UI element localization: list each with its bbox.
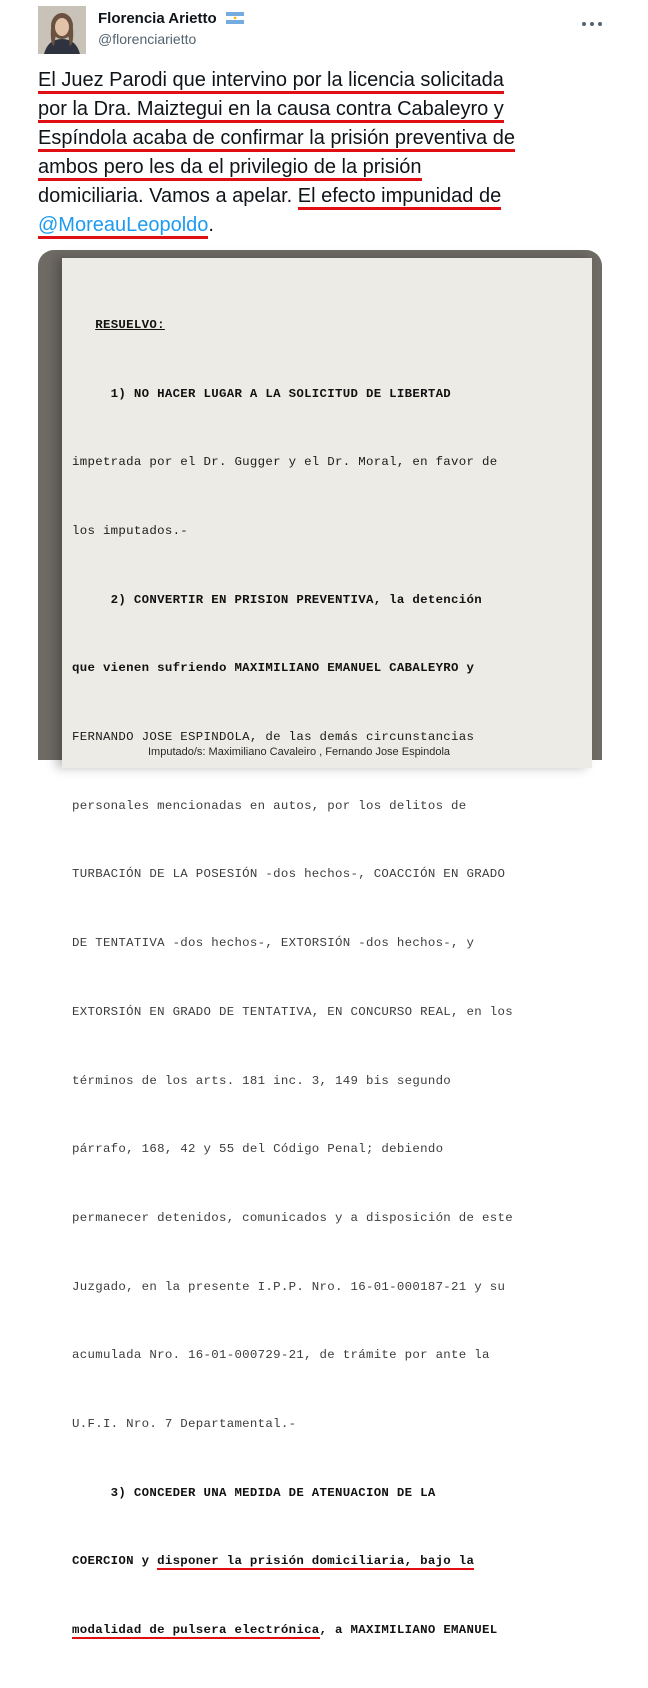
tweet-line-3: Espíndola acaba de confirmar la prisión preventiva de xyxy=(38,127,515,152)
doc-line-8: TURBACIÓN DE LA POSESIÓN -dos hechos-, COACCIÓN EN GRADO xyxy=(72,867,506,882)
doc-line-1: 1) NO HACER LUGAR A LA SOLICITUD DE LIBERTAD xyxy=(72,386,452,401)
doc-line-13: permanecer detenidos, comunicados y a disposición de este xyxy=(72,1210,513,1225)
author-name-text[interactable]: Florencia Arietto xyxy=(98,10,217,27)
document-photo xyxy=(62,258,592,1638)
doc-line-18b: disponer la prisión domiciliaria, bajo la xyxy=(157,1554,475,1569)
doc-footer: Imputado/s: Maximiliano Cavaleiro , Fernando Jose Espindola xyxy=(148,746,451,758)
tweet-line-4: ambos pero les da el privilegio de la prisión xyxy=(38,156,422,181)
more-options-icon[interactable] xyxy=(578,14,606,34)
document-text xyxy=(72,268,592,1688)
doc-line-10: EXTORSIÓN EN GRADO DE TENTATIVA, EN CONCURSO REAL, en los xyxy=(72,1004,513,1019)
author-name[interactable] xyxy=(98,10,244,27)
doc-line-17: 3) CONCEDER UNA MEDIDA DE ATENUACION DE LA xyxy=(72,1485,436,1500)
doc-line-12: párrafo, 168, 42 y 55 del Código Penal; debiendo xyxy=(72,1142,444,1157)
tweet-line-6-period: . xyxy=(208,214,214,236)
tweet-line-5a: domiciliaria. Vamos a apelar. xyxy=(38,185,298,207)
doc-line-7: personales mencionadas en autos, por los delitos de xyxy=(72,798,467,813)
doc-line-14: Juzgado, en la presente I.P.P. Nro. 16-01-000187-21 y su xyxy=(72,1279,506,1294)
doc-line-16: U.F.I. Nro. 7 Departamental.- xyxy=(72,1417,297,1432)
doc-line-19b: , a MAXIMILIANO EMANUEL xyxy=(319,1623,498,1638)
doc-heading: RESUELVO: xyxy=(95,317,165,332)
doc-line-11: términos de los arts. 181 inc. 3, 149 bis segundo xyxy=(72,1073,452,1088)
doc-line-9: DE TENTATIVA -dos hechos-, EXTORSIÓN -dos hechos-, y xyxy=(72,936,475,951)
doc-line-4: 2) CONVERTIR EN PRISION PREVENTIVA, la detención xyxy=(72,592,482,607)
tweet-text xyxy=(38,66,618,240)
doc-line-2: impetrada por el Dr. Gugger y el Dr. Moral, en favor de xyxy=(72,455,498,470)
author-handle[interactable]: @florenciarietto xyxy=(98,31,197,47)
doc-line-5: que vienen sufriendo MAXIMILIANO EMANUEL CABALEYRO y xyxy=(72,661,475,676)
attached-image[interactable] xyxy=(38,250,602,1638)
doc-line-19a: modalidad de pulsera electrónica xyxy=(72,1623,320,1638)
argentina-flag-icon xyxy=(226,11,244,23)
mention-link[interactable]: @MoreauLeopoldo xyxy=(38,214,208,239)
doc-line-18a: COERCION y xyxy=(72,1554,158,1569)
doc-line-6: FERNANDO JOSE ESPINDOLA, de las demás circunstancias xyxy=(72,730,475,745)
tweet-line-5b: El efecto impunidad de xyxy=(298,185,501,210)
tweet-line-1: El Juez Parodi que intervino por la licencia solicitada xyxy=(38,69,504,94)
avatar[interactable] xyxy=(38,6,86,54)
doc-line-3: los imputados.- xyxy=(72,523,189,538)
tweet-line-2: por la Dra. Maiztegui en la causa contra Cabaleyro y xyxy=(38,98,504,123)
profile-photo xyxy=(38,6,86,54)
doc-line-15: acumulada Nro. 16-01-000729-21, de trámite por ante la xyxy=(72,1348,490,1363)
